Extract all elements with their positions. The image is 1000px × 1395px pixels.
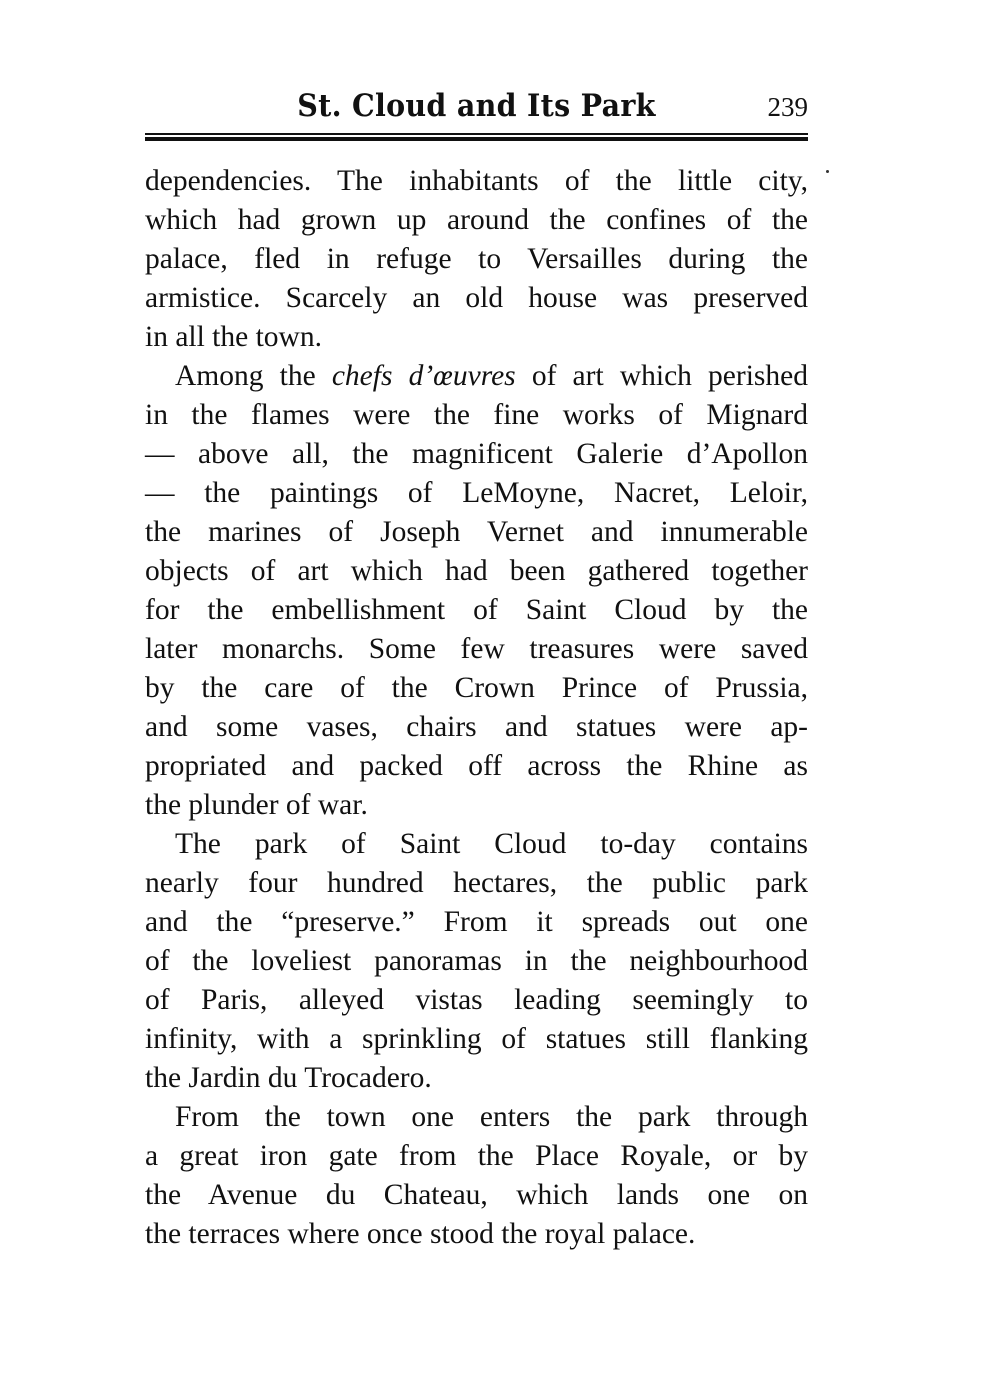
text-line: of the loveliest panoramas in the neighbourhood bbox=[145, 945, 808, 977]
text-line: dependencies. The inhabitants of the little city, bbox=[145, 165, 808, 197]
text-line: the plunder of war. bbox=[145, 789, 368, 821]
text-line: in all the town. bbox=[145, 321, 322, 353]
paragraph bbox=[145, 357, 808, 825]
text-line: The park of Saint Cloud to-day contains bbox=[175, 828, 808, 860]
paragraph bbox=[145, 825, 808, 1098]
text-line: — above all, the magnificent Galerie d’Apollon bbox=[145, 438, 808, 470]
text-line: later monarchs. Some few treasures were saved bbox=[145, 633, 808, 665]
text-line: objects of art which had been gathered together bbox=[145, 555, 808, 587]
text-line: by the care of the Crown Prince of Prussia, bbox=[145, 672, 808, 704]
text-line: — the paintings of LeMoyne, Nacret, Leloir, bbox=[145, 477, 808, 509]
scan-speck bbox=[826, 170, 829, 173]
text-line bbox=[145, 357, 808, 396]
body-text bbox=[145, 162, 808, 1254]
page-number: 239 bbox=[767, 92, 808, 122]
text-line: nearly four hundred hectares, the public park bbox=[145, 867, 808, 899]
italic-phrase: chefs d’œuvres bbox=[331, 360, 516, 392]
text-line: which had grown up around the confines of the bbox=[145, 204, 808, 236]
text-line: a great iron gate from the Place Royale, or by bbox=[145, 1140, 808, 1172]
text-line: From the town one enters the park through bbox=[175, 1101, 808, 1133]
text-line: infinity, with a sprinkling of statues still flanking bbox=[145, 1023, 808, 1055]
text-line: armistice. Scarcely an old house was preserved bbox=[145, 282, 808, 314]
header-double-rule bbox=[145, 133, 808, 141]
text-line: the marines of Joseph Vernet and innumerable bbox=[145, 516, 808, 548]
paragraph bbox=[145, 1098, 808, 1254]
text-line: and some vases, chairs and statues were ap- bbox=[145, 711, 808, 743]
text-line: in the flames were the fine works of Mignard bbox=[145, 399, 808, 431]
text-line: the Avenue du Chateau, which lands one on bbox=[145, 1179, 808, 1211]
running-header bbox=[145, 88, 808, 132]
text-run: Among the bbox=[175, 360, 332, 392]
text-line: for the embellishment of Saint Cloud by the bbox=[145, 594, 808, 626]
text-line: the Jardin du Trocadero. bbox=[145, 1062, 432, 1094]
text-run: of art which perished bbox=[515, 360, 808, 392]
text-line: propriated and packed off across the Rhine as bbox=[145, 750, 808, 782]
text-line: of Paris, alleyed vistas leading seemingly to bbox=[145, 984, 808, 1016]
text-line: the terraces where once stood the royal palace. bbox=[145, 1218, 696, 1250]
text-line: palace, fled in refuge to Versailles during the bbox=[145, 243, 808, 275]
running-title: St. Cloud and Its Park bbox=[297, 88, 656, 124]
paragraph bbox=[145, 162, 808, 357]
text-line: and the “preserve.” From it spreads out one bbox=[145, 906, 808, 938]
